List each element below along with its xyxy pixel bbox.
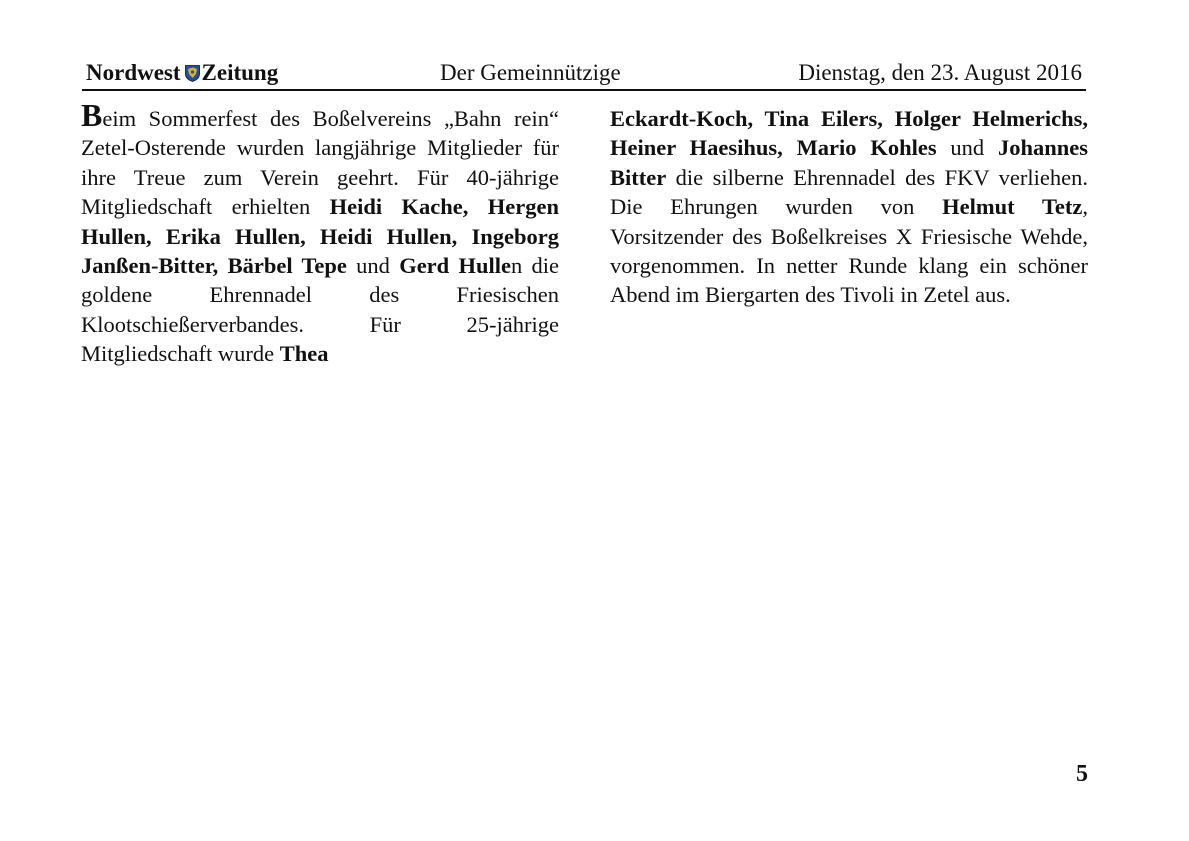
issue-date: Dienstag, den 23. August 2016	[798, 60, 1082, 85]
honoree-name-first: Thea	[279, 341, 329, 367]
honoree-names: Eckardt-Koch, Tina Eilers, Holger Helmerichs, Heiner Haesihus, Mario Kohles	[610, 106, 1088, 161]
honoree-names: Heidi Kache, Hergen Hullen, Erika Hullen, Heidi Hullen, Ingeborg Janßen-Bitter, Bärbel Tepe	[81, 194, 559, 279]
article-text: und	[936, 135, 998, 161]
drop-cap: B	[81, 97, 103, 133]
article-column-right	[610, 104, 1088, 310]
article-text: , Vorsitzender des Boßelkreises X Friesische Wehde, vorgenommen. In netter Runde klang ein schöner Abend im Biergarten des Tivoli in Zetel aus.	[610, 194, 1088, 308]
coat-of-arms-icon	[185, 65, 200, 82]
presenter-name: Helmut Tetz	[942, 194, 1083, 220]
article-text: eim Sommerfest des Boßelvereins „Bahn rein“ Zetel-Osterende wurden langjährige Mitglieder für ihre Treue zum Verein geehrt. Für 40-jährige Mitgliedschaft erhielten	[81, 106, 559, 220]
masthead-right-word: Zeitung	[201, 60, 279, 85]
page-header	[82, 58, 1086, 91]
newspaper-masthead	[86, 60, 278, 86]
section-title: Der Gemeinnützige	[440, 60, 621, 85]
article-text: und	[346, 253, 400, 279]
article-text: die silberne Ehrennadel des FKV verliehen. Die Ehrungen wurden von	[610, 164, 1088, 220]
article-column-left	[81, 97, 559, 369]
masthead-left-word: Nordwest	[86, 60, 181, 85]
article-text: n die goldene Ehrennadel des Friesischen Klootschießerverbandes. Für 25-jährige Mitgliedschaft wurde	[81, 253, 559, 367]
honoree-name: Gerd Hulle	[399, 253, 511, 279]
page-number: 5	[1076, 761, 1088, 787]
honoree-name: Johannes Bitter	[610, 135, 1088, 190]
